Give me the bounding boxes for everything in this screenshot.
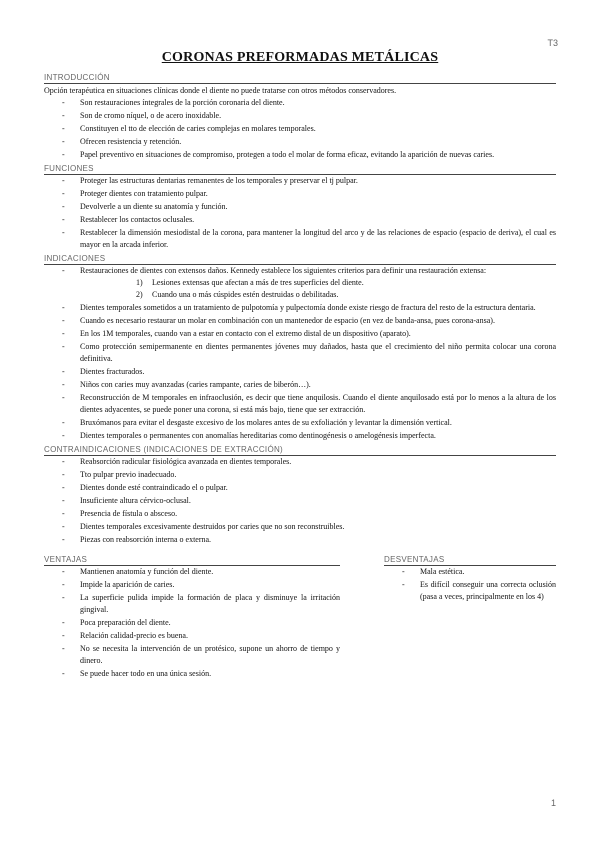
ventajas-list (44, 566, 340, 680)
desventajas-column (384, 552, 556, 604)
list-item: - Insuficiente altura cérvico-oclusal. (44, 495, 556, 507)
section-heading-indicaciones: INDICACIONES (44, 253, 556, 265)
list-item: - Son de cromo níquel, o de acero inoxidable. (44, 110, 556, 122)
section-heading-desventajas: DESVENTAJAS (384, 554, 556, 566)
list-item: - Bruxómanos para evitar el desgaste excesivo de los molares antes de su exfoliación y levantar la dimensión vertical. (44, 417, 556, 429)
list-item: - Dientes donde esté contraindicado el o pulpar. (44, 482, 556, 494)
criteria-item (80, 289, 556, 301)
list-item: - Proteger dientes con tratamiento pulpar. (44, 188, 556, 200)
list-item: - No se necesita la intervención de un protésico, supone un ahorro de tiempo y dinero. (44, 643, 340, 667)
list-item: - Impide la aparición de caries. (44, 579, 340, 591)
list-item: - Dientes temporales excesivamente destruidos por caries que no son reconstruibles. (44, 521, 556, 533)
list-item: - Reconstrucción de M temporales en infraoclusión, es decir que tiene anquilosis. Cuando el diente anquilosado está por lo menos a la altura de los dientes adyacentes, se puede poner una corona, si está más bajo, tiene que ser extracción. (44, 392, 556, 416)
list-item: - Ofrecen resistencia y retención. (44, 136, 556, 148)
list-item: - Relación calidad-precio es buena. (44, 630, 340, 642)
list-item: - Reabsorción radicular fisiológica avanzada en dientes temporales. (44, 456, 556, 468)
list-item: - Dientes temporales sometidos a un tratamiento de pulpotomía y pulpectomía donde existe riesgo de fractura del resto de la estructura dentaria. (44, 302, 556, 314)
contraindicaciones-list (44, 456, 556, 546)
list-item: - En los 1M temporales, cuando van a estar en contacto con el extremo distal de un dispositivo (aparato). (44, 328, 556, 340)
kennedy-criteria-list (80, 277, 556, 301)
intro-list (44, 97, 556, 161)
list-item: - Restablecer los contactos oclusales. (44, 214, 556, 226)
indicaciones-list (44, 265, 556, 442)
list-item: - Cuando es necesario restaurar un molar en combinación con un mantenedor de espacio (en vez de banda-ansa, pues corona-ansa). (44, 315, 556, 327)
page-title: CORONAS PREFORMADAS METÁLICAS (161, 50, 439, 65)
section-heading-ventajas: VENTAJAS (44, 554, 340, 566)
list-item: - Niños con caries muy avanzadas (caries rampante, caries de biberón…). (44, 379, 556, 391)
funciones-list (44, 175, 556, 251)
desventajas-list (384, 566, 556, 603)
page-number: 1 (550, 798, 556, 808)
criteria-number: 2) (136, 290, 143, 299)
pros-cons-columns (44, 552, 556, 692)
list-item-text: Restauraciones de dientes con extensos daños. Kennedy establece los siguientes criterios para definir una restauración extensa: (80, 266, 487, 275)
document-body (44, 70, 556, 692)
list-item: - Devolverle a un diente su anatomía y función. (44, 201, 556, 213)
list-item: - Presencia de fístula o absceso. (44, 508, 556, 520)
intro-paragraph: Opción terapéutica en situaciones clínicas donde el diente no puede tratarse con otros métodos conservadores. (44, 86, 397, 95)
list-item: - Piezas con reabsorción interna o externa. (44, 534, 556, 546)
list-item: - Tto pulpar previo inadecuado. (44, 469, 556, 481)
criteria-text: Lesiones extensas que afectan a más de tres superficies del diente. (152, 278, 364, 287)
section-heading-introduccion: INTRODUCCIÓN (44, 72, 556, 84)
criteria-text: Cuando una o más cúspides estén destruidas o debilitadas. (152, 290, 339, 299)
list-item: - Son restauraciones íntegrales de la porción coronaria del diente. (44, 97, 556, 109)
list-item: - Se puede hacer todo en una única sesión. (44, 668, 340, 680)
list-item: - Restablecer la dimensión mesiodistal de la corona, para mantener la longitud del arco y de las relaciones de espacio (espacio de deriva), el cual es mayor en la arcada inferior. (44, 227, 556, 251)
section-heading-funciones: FUNCIONES (44, 163, 556, 175)
list-item: - Dientes temporales o permanentes con anomalías hereditarias como dentinogénesis o amelogénesis imperfecta. (44, 430, 556, 442)
section-heading-contraindicaciones: CONTRAINDICACIONES (INDICACIONES DE EXTRACCIÓN) (44, 444, 556, 456)
list-item: - Dientes fracturados. (44, 366, 556, 378)
list-item: - Papel preventivo en situaciones de compromiso, protegen a todo el molar de forma eficaz, evitando la aparición de nuevas caries. (44, 149, 556, 161)
list-item: - Mala estética. (384, 566, 556, 578)
criteria-number: 1) (136, 278, 143, 287)
list-item (44, 265, 556, 301)
criteria-item (80, 277, 556, 289)
list-item: - Constituyen el tto de elección de caries complejas en molares temporales. (44, 123, 556, 135)
list-item: - Proteger las estructuras dentarias remanentes de los temporales y preservar el tj pulpar. (44, 175, 556, 187)
list-item: - Poca preparación del diente. (44, 617, 340, 629)
list-item: - Es difícil conseguir una correcta oclusión (pasa a veces, principalmente en los 4) (384, 579, 556, 603)
ventajas-column (44, 552, 340, 681)
list-item: - Mantienen anatomía y función del diente. (44, 566, 340, 578)
corner-label: T3 (547, 38, 558, 48)
list-item: - La superficie pulida impide la formación de placa y disminuye la irritación gingival. (44, 592, 340, 616)
list-item: - Como protección semipermanente en dientes permanentes jóvenes muy dañados, hasta que el crecimiento del niño permita colocar una corona definitiva. (44, 341, 556, 365)
